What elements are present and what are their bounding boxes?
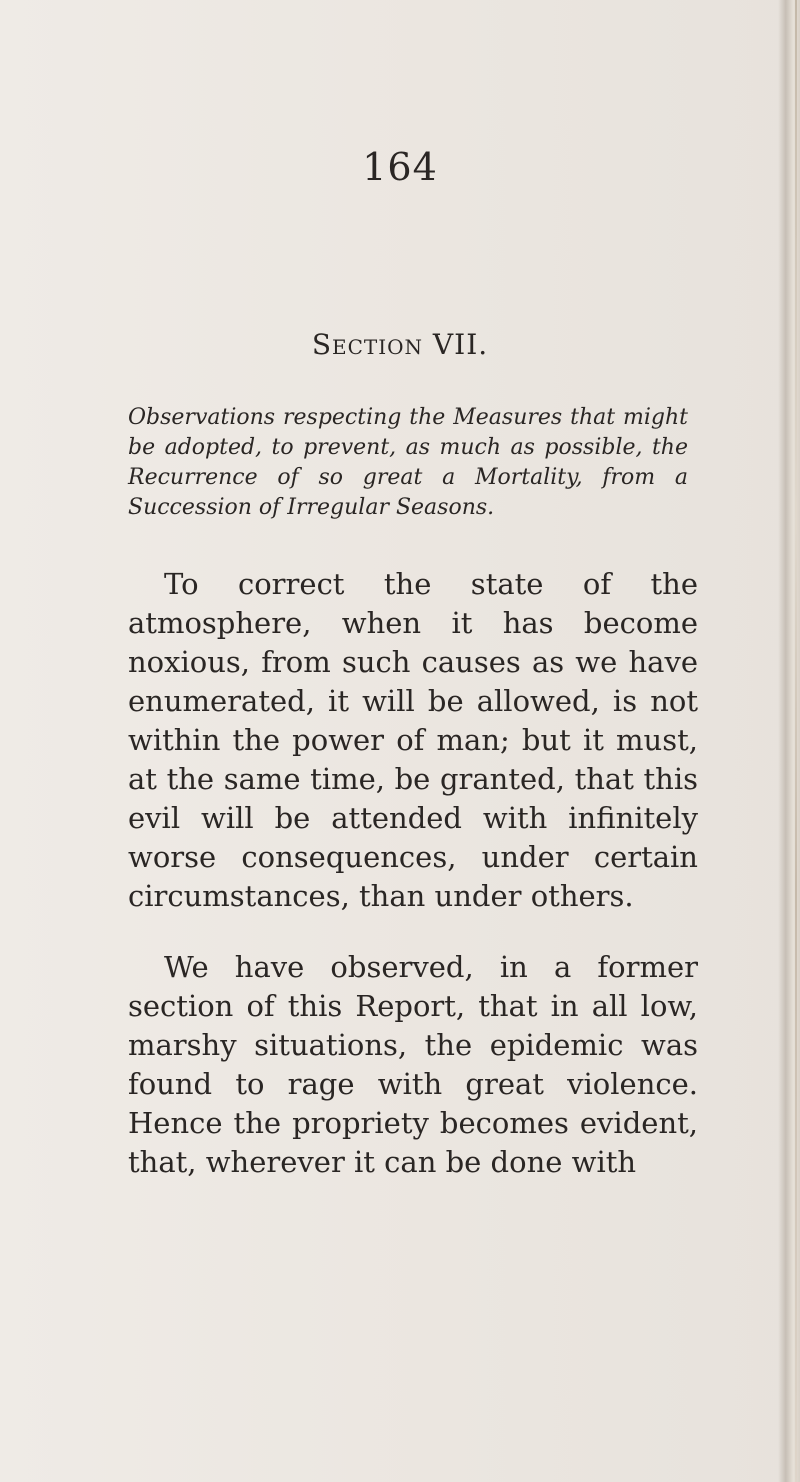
- body-text: [128, 565, 698, 1214]
- section-caption: Observations respecting the Measures that might be adopted, to prevent, as much as possible, the Recurrence of so great a Mortality, from a Succession of Irregular Seasons.: [128, 405, 688, 520]
- page-edge-shadow: [778, 0, 800, 1482]
- paragraph-2: We have observed, in a former section of this Report, that in all low, marshy situations, the epidemic was found to rage with great violence. Hence the propriety becomes evident, that, wherever it can be done with: [128, 950, 698, 1179]
- paragraph-1: To correct the state of the atmosphere, when it has become noxious, from such causes as we have enumerated, it will be allowed, is not within the power of man; but it must, at the same time, be granted, that this evil will be attended with infinitely worse consequences, under certain circumstances, than under others.: [128, 567, 698, 913]
- section-title: Section VII.: [311, 328, 489, 361]
- page-number: 164: [362, 145, 438, 189]
